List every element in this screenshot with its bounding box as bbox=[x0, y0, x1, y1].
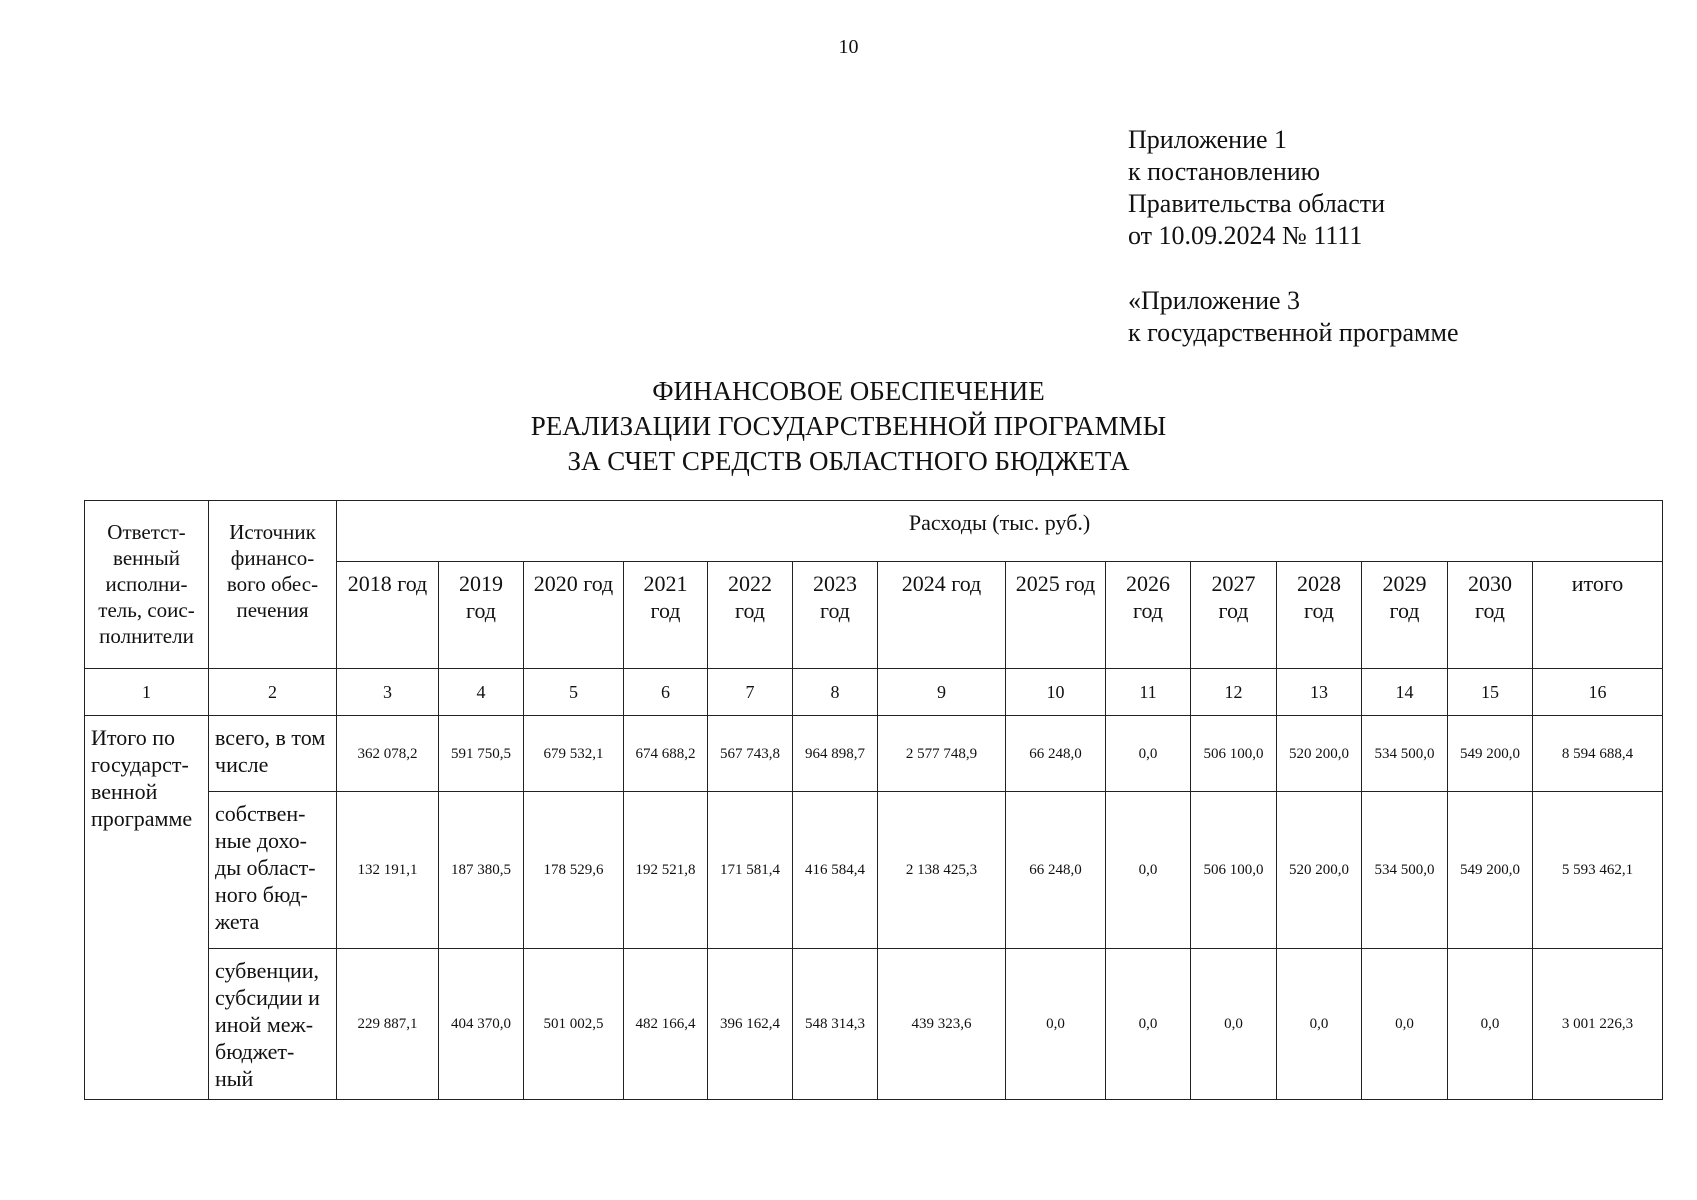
column-number-row bbox=[85, 669, 1663, 716]
value-cell: 0,0 bbox=[1106, 716, 1191, 792]
year-header: 2022 год bbox=[708, 562, 793, 669]
value-cell: 520 200,0 bbox=[1277, 792, 1362, 949]
year-header: 2028 год bbox=[1277, 562, 1362, 669]
table-row bbox=[85, 949, 1663, 1100]
column-number: 16 bbox=[1533, 669, 1663, 716]
appendix-1-line: от 10.09.2024 № 1111 bbox=[1128, 221, 1363, 250]
value-cell: 132 191,1 bbox=[337, 792, 439, 949]
source-cell: субвенции, субсидии и иной меж-бюджет-ный bbox=[209, 949, 337, 1100]
value-cell: 501 002,5 bbox=[524, 949, 624, 1100]
value-cell: 679 532,1 bbox=[524, 716, 624, 792]
table-row bbox=[85, 792, 1663, 949]
source-cell: собствен-ные дохо-ды област-ного бюд-жета bbox=[209, 792, 337, 949]
value-cell: 2 138 425,3 bbox=[878, 792, 1006, 949]
appendix-1-line: Приложение 1 bbox=[1128, 125, 1288, 154]
title-line: РЕАЛИЗАЦИИ ГОСУДАРСТВЕННОЙ ПРОГРАММЫ bbox=[530, 411, 1167, 441]
value-cell: 506 100,0 bbox=[1191, 792, 1277, 949]
column-number: 8 bbox=[793, 669, 878, 716]
value-cell: 548 314,3 bbox=[793, 949, 878, 1100]
value-cell: 964 898,7 bbox=[793, 716, 878, 792]
year-header: итого bbox=[1533, 562, 1663, 669]
column-number: 15 bbox=[1448, 669, 1533, 716]
value-cell: 0,0 bbox=[1006, 949, 1106, 1100]
appendix-1-line: к постановлению bbox=[1128, 157, 1321, 186]
value-cell: 3 001 226,3 bbox=[1533, 949, 1663, 1100]
value-cell: 178 529,6 bbox=[524, 792, 624, 949]
year-header: 2026 год bbox=[1106, 562, 1191, 669]
column-number: 4 bbox=[439, 669, 524, 716]
year-header: 2021 год bbox=[624, 562, 708, 669]
executor-header: Ответст-венный исполни-тель, соис-полнители bbox=[85, 501, 209, 669]
value-cell: 549 200,0 bbox=[1448, 792, 1533, 949]
value-cell: 192 521,8 bbox=[624, 792, 708, 949]
value-cell: 674 688,2 bbox=[624, 716, 708, 792]
value-cell: 404 370,0 bbox=[439, 949, 524, 1100]
value-cell: 534 500,0 bbox=[1362, 792, 1448, 949]
column-number: 5 bbox=[524, 669, 624, 716]
year-header: 2020 год bbox=[524, 562, 624, 669]
year-header: 2018 год bbox=[337, 562, 439, 669]
appendix-1-line: Правительства области bbox=[1128, 189, 1386, 218]
appendix-1-block bbox=[1128, 124, 1385, 252]
year-header: 2019 год bbox=[439, 562, 524, 669]
financing-table bbox=[84, 500, 1663, 1100]
column-number: 12 bbox=[1191, 669, 1277, 716]
page-number: 10 bbox=[838, 36, 859, 58]
value-cell: 0,0 bbox=[1191, 949, 1277, 1100]
title-line: ФИНАНСОВОЕ ОБЕСПЕЧЕНИЕ bbox=[652, 376, 1045, 406]
value-cell: 0,0 bbox=[1277, 949, 1362, 1100]
value-cell: 482 166,4 bbox=[624, 949, 708, 1100]
value-cell: 66 248,0 bbox=[1006, 716, 1106, 792]
header-row-1 bbox=[85, 501, 1663, 562]
value-cell: 362 078,2 bbox=[337, 716, 439, 792]
value-cell: 5 593 462,1 bbox=[1533, 792, 1663, 949]
column-number: 14 bbox=[1362, 669, 1448, 716]
appendix-3-line: к государственной программе bbox=[1128, 318, 1459, 347]
value-cell: 171 581,4 bbox=[708, 792, 793, 949]
title-line: ЗА СЧЕТ СРЕДСТВ ОБЛАСТНОГО БЮДЖЕТА bbox=[567, 446, 1130, 476]
value-cell: 0,0 bbox=[1106, 949, 1191, 1100]
value-cell: 520 200,0 bbox=[1277, 716, 1362, 792]
year-header: 2027 год bbox=[1191, 562, 1277, 669]
value-cell: 396 162,4 bbox=[708, 949, 793, 1100]
value-cell: 66 248,0 bbox=[1006, 792, 1106, 949]
year-header: 2030 год bbox=[1448, 562, 1533, 669]
source-header: Источник финансо-вого обес-печения bbox=[209, 501, 337, 669]
column-number: 13 bbox=[1277, 669, 1362, 716]
value-cell: 0,0 bbox=[1106, 792, 1191, 949]
document-title bbox=[0, 374, 1697, 479]
column-number: 6 bbox=[624, 669, 708, 716]
year-header: 2024 год bbox=[878, 562, 1006, 669]
column-number: 1 bbox=[85, 669, 209, 716]
appendix-3-line: «Приложение 3 bbox=[1128, 286, 1301, 315]
value-cell: 8 594 688,4 bbox=[1533, 716, 1663, 792]
value-cell: 534 500,0 bbox=[1362, 716, 1448, 792]
value-cell: 2 577 748,9 bbox=[878, 716, 1006, 792]
column-number: 7 bbox=[708, 669, 793, 716]
value-cell: 549 200,0 bbox=[1448, 716, 1533, 792]
year-header: 2029 год bbox=[1362, 562, 1448, 669]
column-number: 11 bbox=[1106, 669, 1191, 716]
value-cell: 416 584,4 bbox=[793, 792, 878, 949]
value-cell: 591 750,5 bbox=[439, 716, 524, 792]
value-cell: 439 323,6 bbox=[878, 949, 1006, 1100]
column-number: 3 bbox=[337, 669, 439, 716]
value-cell: 567 743,8 bbox=[708, 716, 793, 792]
source-cell: всего, в том числе bbox=[209, 716, 337, 792]
value-cell: 0,0 bbox=[1448, 949, 1533, 1100]
table-row bbox=[85, 716, 1663, 792]
expenses-header: Расходы (тыс. руб.) bbox=[337, 501, 1663, 562]
executor-cell: Итого по государст-венной программе bbox=[85, 716, 209, 1100]
value-cell: 506 100,0 bbox=[1191, 716, 1277, 792]
column-number: 10 bbox=[1006, 669, 1106, 716]
column-number: 2 bbox=[209, 669, 337, 716]
value-cell: 187 380,5 bbox=[439, 792, 524, 949]
year-header: 2023 год bbox=[793, 562, 878, 669]
value-cell: 229 887,1 bbox=[337, 949, 439, 1100]
column-number: 9 bbox=[878, 669, 1006, 716]
value-cell: 0,0 bbox=[1362, 949, 1448, 1100]
year-header: 2025 год bbox=[1006, 562, 1106, 669]
appendix-3-block bbox=[1128, 285, 1459, 349]
